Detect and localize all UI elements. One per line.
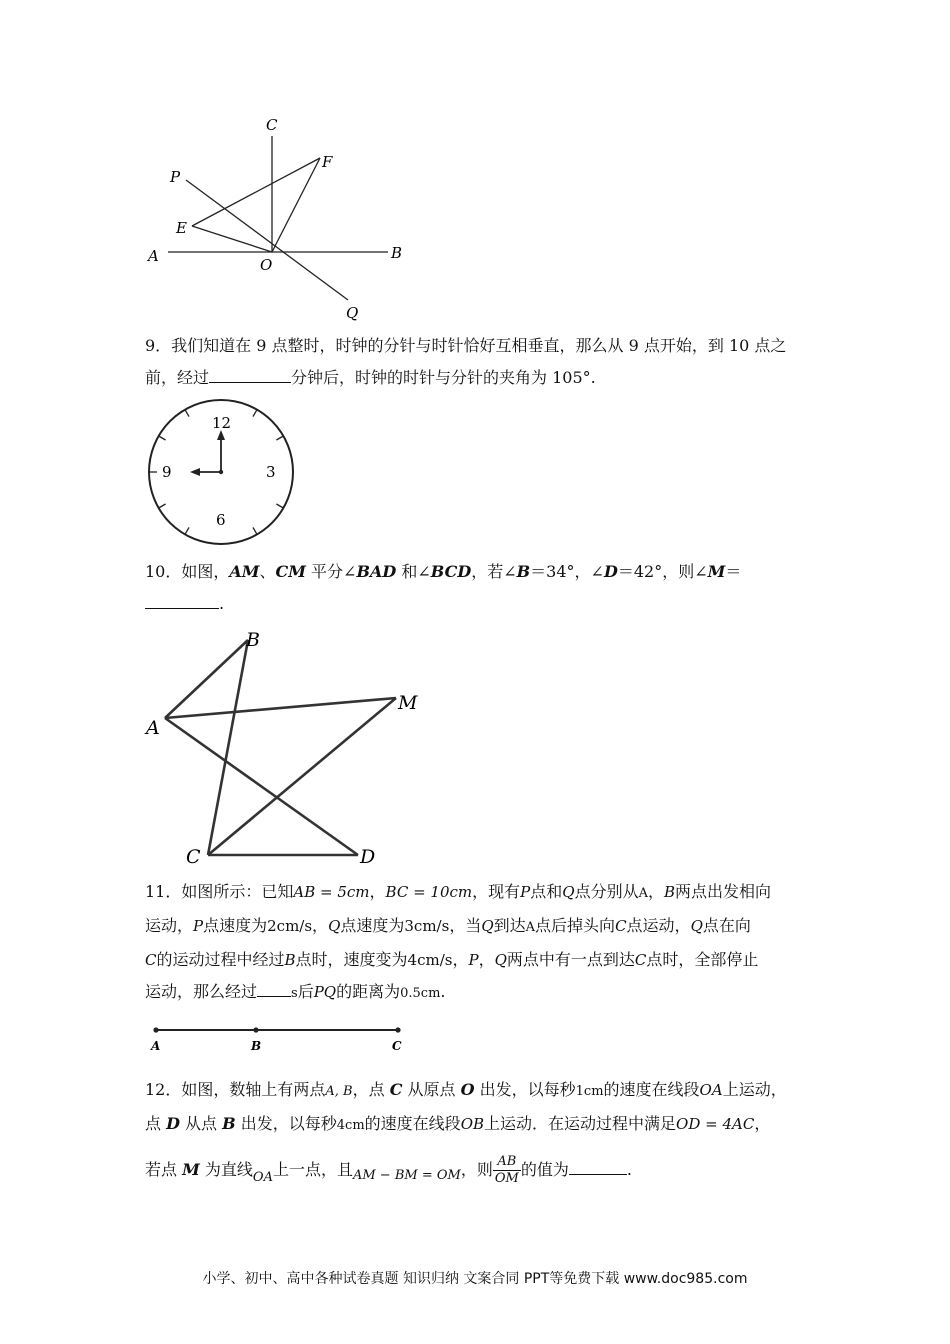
question-9-text-b: 分钟后，时钟的时针与分针的夹角为 105°.: [291, 368, 596, 387]
q11-text: 点后掉头向: [535, 916, 616, 935]
label-m: M: [398, 692, 418, 714]
segment-oe: [192, 226, 272, 252]
q11-text: ，: [452, 950, 469, 969]
q11-speed-new: 4cm/s: [407, 951, 453, 969]
q10-bcd: BCD: [430, 562, 472, 581]
question-11-line-1: [145, 876, 815, 910]
q12-text: 出发，以每秒: [474, 1080, 576, 1099]
q11-speed-p: 2cm/s: [267, 917, 313, 935]
question-9-line-2: [145, 362, 815, 394]
q11-p: P: [193, 917, 204, 935]
q11-distance: 0.5cm: [400, 986, 441, 1001]
question-11-line-2: [145, 910, 815, 944]
question-11: [145, 876, 815, 1010]
clock-center: [219, 470, 223, 474]
q12-text: 的速度在线段: [603, 1080, 700, 1099]
q11-text: 的运动过程中经过: [156, 950, 285, 969]
question-12-line-3: [145, 1150, 815, 1192]
q10-b: B: [516, 562, 531, 581]
segment-ef: [192, 158, 320, 226]
segment-cm: [208, 698, 396, 855]
q12-text: 的值为: [520, 1160, 569, 1179]
question-9-line-1: 9．我们知道在 9 点整时，时钟的分针与时针恰好互相垂直，那么从 9 点开始，到 10 点之: [145, 336, 787, 355]
answer-blank[interactable]: [257, 978, 291, 997]
q11-text: .: [440, 982, 446, 1001]
q11-text: 点速度为: [203, 916, 268, 935]
q11-text: 后: [297, 982, 314, 1001]
question-11-line-4: [145, 976, 815, 1010]
page-footer[interactable]: 小学、初中、高中各种试卷真题 知识归纳 文案合同 PPT等免费下载 www.doc985.com: [202, 1271, 748, 1287]
q11-speed-q: 3cm/s: [404, 917, 450, 935]
question-10-line-2: [145, 588, 815, 620]
point-b: [253, 1027, 258, 1032]
q10-bad: BAD: [356, 562, 397, 581]
q12-text: 为直线: [199, 1160, 253, 1179]
q12-d: D: [166, 1114, 180, 1133]
q11-text: 点时，全部停止: [646, 950, 759, 969]
quadrilateral-figure: [140, 626, 430, 871]
question-9: [145, 330, 815, 394]
label-b: B: [391, 244, 403, 262]
question-10: [145, 556, 815, 620]
q11-text: 运动，: [145, 916, 194, 935]
q11-text: 运动，那么经过: [145, 982, 258, 1001]
q11-text: ，: [478, 950, 495, 969]
q11-text: ，当: [449, 916, 482, 935]
q11-text: 两点出发相向: [675, 882, 772, 901]
q12-text: .: [626, 1160, 632, 1179]
segment-am: [165, 698, 396, 718]
label-a: A: [151, 1039, 161, 1053]
angle-figure: [140, 110, 420, 330]
q11-text: 点和: [530, 882, 563, 901]
q12-text: 若点: [145, 1160, 183, 1179]
q12-text: ，点: [352, 1080, 390, 1099]
question-9-text-a: 前，经过: [145, 368, 210, 387]
q11-c: C: [145, 951, 157, 969]
q11-c: C: [615, 917, 627, 935]
q10-cm: CM: [275, 562, 306, 581]
q10-d: D: [603, 562, 618, 581]
q12-text: 从原点: [402, 1080, 461, 1099]
q11-c: C: [634, 951, 647, 969]
question-10-line-1: [145, 556, 815, 588]
q11-text: 11．如图所示：已知: [145, 882, 294, 901]
q11-q: Q: [328, 917, 341, 935]
label-a: A: [148, 247, 159, 265]
q12-text: 12．如图，数轴上有两点: [145, 1080, 326, 1099]
q11-q: Q: [562, 883, 575, 901]
q12-c: C: [389, 1080, 403, 1099]
q11-text: ，现有: [472, 882, 521, 901]
q10-val2: ＝42°，则∠: [617, 562, 708, 581]
q11-text: ，: [369, 882, 386, 901]
q12-text: 上运动．在运动过程中满足: [484, 1114, 677, 1133]
q12-text: ，: [754, 1114, 771, 1133]
q12-text: 从点: [179, 1114, 223, 1133]
q12-oa: OA: [699, 1081, 723, 1099]
q11-text: 点分别从: [574, 882, 639, 901]
q10-m: M: [707, 562, 726, 581]
q11-pq: PQ: [313, 983, 337, 1001]
q12-equation: AM − BM = OM: [352, 1168, 461, 1183]
q10-mid3: ，若∠: [471, 562, 517, 581]
q11-q: Q: [690, 917, 703, 935]
q12-text: 的速度在线段: [364, 1114, 461, 1133]
q11-p: P: [520, 883, 531, 901]
q11-p: P: [468, 951, 479, 969]
segment-ad: [165, 718, 358, 855]
q10-prefix: 10．如图，: [145, 562, 230, 581]
q12-b: B: [222, 1114, 236, 1133]
q11-text: 点时，速度变为: [295, 950, 408, 969]
q11-a: A: [638, 886, 648, 901]
q12-text: 上运动，: [722, 1080, 787, 1099]
q11-q: Q: [481, 917, 494, 935]
label-d: D: [360, 846, 376, 868]
clock-number-12: 12: [212, 414, 232, 432]
q11-b: B: [284, 951, 296, 969]
q11-q: Q: [494, 951, 507, 969]
label-q: Q: [346, 304, 359, 322]
label-e: E: [176, 219, 187, 237]
q11-a: A: [525, 920, 536, 935]
q11-text: ，: [312, 916, 329, 935]
q12-text: ，则: [460, 1160, 493, 1179]
q12-fraction-numerator: AB: [493, 1154, 521, 1171]
clock-number-3: 3: [266, 463, 276, 481]
point-a: [153, 1027, 158, 1032]
q10-eq: ＝: [725, 562, 742, 581]
answer-blank[interactable]: [145, 590, 219, 609]
q12-m: M: [182, 1160, 200, 1179]
q11-seconds: s: [291, 986, 298, 1001]
segment-figure: [146, 1020, 412, 1056]
answer-blank[interactable]: [569, 1156, 627, 1175]
q11-b: B: [664, 883, 676, 901]
q12-fraction: [493, 1154, 521, 1187]
q11-text: 点速度为: [340, 916, 405, 935]
q11-text: 点在向: [702, 916, 751, 935]
q11-text: 点运动，: [626, 916, 691, 935]
answer-blank[interactable]: [209, 364, 291, 383]
q12-condition: OD = 4AC: [676, 1115, 755, 1133]
q10-mid1: 平分∠: [305, 562, 357, 581]
question-12-line-1: [145, 1074, 815, 1108]
q12-oa: OA: [252, 1170, 273, 1185]
q12-text: 点: [145, 1114, 167, 1133]
q11-text: 的距离为: [336, 982, 401, 1001]
q12-fraction-denominator: OM: [494, 1171, 519, 1186]
point-c: [395, 1027, 400, 1032]
q10-val1: ＝34°，∠: [530, 562, 604, 581]
label-b: B: [251, 1039, 262, 1053]
question-11-line-3: [145, 944, 815, 976]
q12-ab: A, B: [325, 1084, 353, 1099]
q12-ob: OB: [460, 1115, 485, 1133]
label-p: P: [170, 168, 181, 186]
q11-text: 两点中有一点到达: [506, 950, 635, 969]
q12-o: O: [460, 1080, 475, 1099]
segment-of: [272, 158, 320, 252]
q11-ab: AB = 5cm: [293, 883, 370, 901]
q11-bc: BC = 10cm: [385, 883, 473, 901]
label-c: C: [266, 116, 278, 134]
q12-text: 出发，以每秒: [235, 1114, 337, 1133]
clock-number-6: 6: [216, 511, 226, 529]
q12-text: 上一点，且: [272, 1160, 353, 1179]
label-f: F: [322, 153, 333, 171]
clock-number-9: 9: [162, 463, 172, 481]
q12-speed-d: 4cm: [336, 1118, 365, 1133]
clock-figure: [144, 398, 300, 554]
question-12-line-2: [145, 1108, 815, 1142]
q11-text: ，: [647, 882, 664, 901]
label-b: B: [246, 629, 260, 651]
q10-end: .: [219, 594, 225, 613]
label-o: O: [260, 256, 273, 274]
q11-text: 到达: [493, 916, 526, 935]
line-pq: [186, 180, 348, 300]
label-c: C: [186, 846, 201, 868]
question-12: [145, 1074, 815, 1192]
q10-mid2: 和∠: [396, 562, 431, 581]
q10-sep: 、: [259, 562, 276, 581]
q12-speed-c: 1cm: [575, 1084, 604, 1099]
q10-am: AM: [229, 562, 260, 581]
label-a: A: [146, 717, 160, 739]
label-c: C: [392, 1039, 402, 1053]
